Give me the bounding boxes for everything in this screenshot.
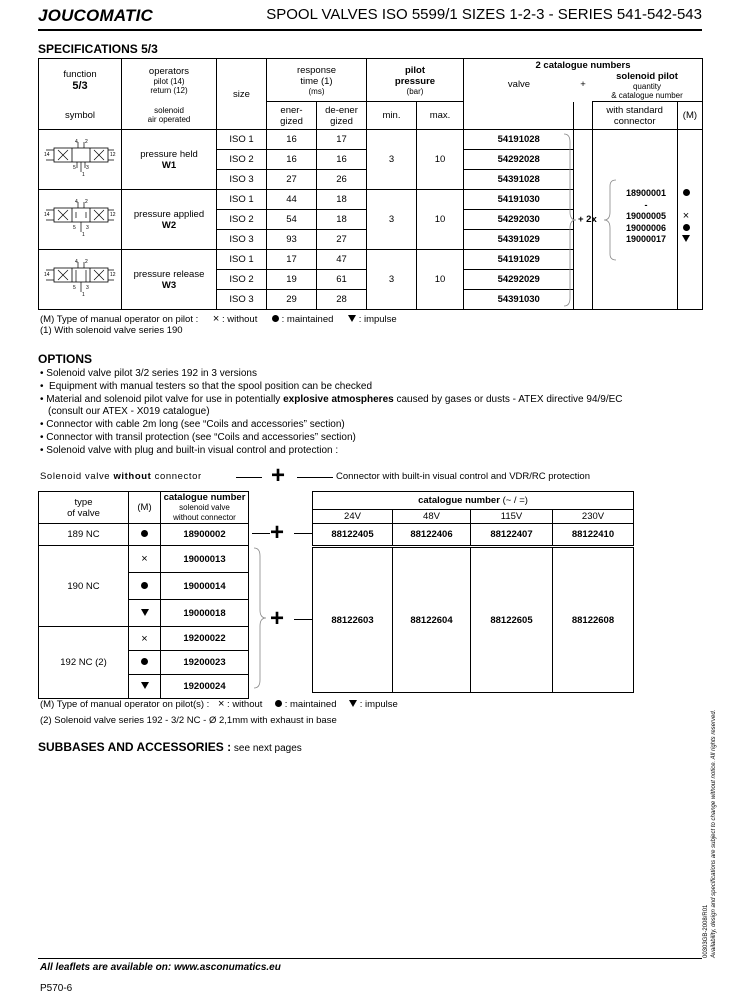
option-item: • Solenoid valve pilot 3/2 series 192 in 3 versions: [40, 368, 257, 379]
port-1: 1: [82, 172, 85, 178]
hdr-std: [592, 102, 677, 130]
valve-number: 54391030: [464, 290, 574, 310]
footer-leaflets: All leaflets are available on: www.asconumatics.eu: [40, 962, 281, 973]
hdr-valve: valve: [507, 79, 531, 90]
hdr-blank-plus: [574, 102, 592, 130]
valve-number: 54191030: [464, 190, 574, 210]
note-maintained: : maintained: [281, 314, 334, 325]
sv-number: 19000013: [161, 546, 249, 573]
without-icon: ×: [129, 546, 161, 573]
option-text: Solenoid valve pilot 3/2 series 192 in 3 versions: [46, 368, 257, 379]
valve-number: 54292029: [464, 270, 574, 290]
connector-number: 88122603: [313, 548, 393, 693]
specs-title: SPECIFICATIONS 5/3: [38, 42, 158, 56]
note-m-label: (M) Type of manual operator on pilot(s) :: [40, 699, 210, 710]
hdr-symbol: symbol: [39, 102, 122, 130]
connector-table2-wrap: [312, 547, 634, 693]
hdr-pilot-pressure: [367, 59, 464, 102]
energized-cell: 17: [267, 250, 317, 270]
symbol-w3: [39, 250, 122, 310]
maintained-icon: [141, 530, 148, 537]
hdr-min: min.: [367, 102, 417, 130]
option-item-cont: (consult our ATEX - X019 catalogue): [48, 406, 210, 417]
hdr-catalogue: [464, 59, 703, 102]
valve-number: 54191029: [464, 250, 574, 270]
sv-number: 19000018: [161, 600, 249, 627]
energized-cell: 16: [267, 130, 317, 150]
option-text: Material and solenoid pilot valve for use in potentially: [46, 394, 281, 405]
maintained-icon: [275, 700, 282, 707]
operator-w3-name: pressure release: [133, 268, 205, 280]
options-title: OPTIONS: [38, 352, 93, 366]
port-1: 1: [82, 232, 85, 238]
impulse-icon: [348, 315, 356, 322]
valve-symbol-icon: [42, 138, 118, 178]
size-cell: ISO 2: [217, 270, 267, 290]
operator-w3-code: W3: [161, 279, 177, 291]
pilot-number: -: [644, 199, 648, 210]
plus-icon: +: [270, 519, 285, 546]
maintained-icon: [141, 658, 148, 665]
hdr-quantity: quantity: [632, 82, 662, 91]
valve-symbol-icon: [42, 258, 118, 298]
port-3: 3: [86, 285, 89, 291]
deenergized-cell: 61: [317, 270, 367, 290]
hdr-pressure: pressure: [394, 75, 436, 87]
hdr-size: size: [217, 59, 267, 130]
connector-right-label: Connector with built-in visual control and VDR/RC protection: [336, 471, 590, 482]
divider: [297, 477, 333, 478]
hdr-response: [267, 59, 367, 102]
hdr-response-label: response: [296, 64, 337, 76]
min-cell: 3: [367, 250, 417, 310]
option-text: Connector with transil protection (see “Coils and accessories” section): [46, 432, 356, 443]
note-m-label: (M) Type of manual operator on pilot :: [40, 314, 199, 325]
left-label-bold: without: [113, 471, 152, 482]
option-item: • Equipment with manual testers so that the spool position can be checked: [40, 381, 373, 392]
max-cell: 10: [417, 190, 464, 250]
hdr-blank-valve: [464, 102, 574, 130]
port-3: 3: [86, 225, 89, 231]
hdr-max: max.: [417, 102, 464, 130]
hdr-std-connector: connector: [613, 115, 656, 127]
size-cell: ISO 1: [217, 190, 267, 210]
connector-note-2: (2) Solenoid valve series 192 - 3/2 NC - Ø 2,1mm with exhaust in base: [40, 715, 337, 726]
size-cell: ISO 3: [217, 170, 267, 190]
connector-number: 88122604: [393, 548, 471, 693]
energized-cell: 93: [267, 230, 317, 250]
hdr-solenoid: [122, 102, 217, 130]
hdr-cat-label2: solenoid valve: [179, 502, 230, 512]
option-text: caused by gases or dusts - ATEX directive 94/9/EC: [396, 394, 623, 405]
deenergized-cell: 28: [317, 290, 367, 310]
operator-w1-name: pressure held: [140, 148, 198, 160]
port-2: 2: [85, 199, 88, 205]
hdr-function: [39, 59, 122, 102]
deenergized-cell: 16: [317, 150, 367, 170]
plus-icon: +: [271, 462, 286, 489]
sv-number: 19200024: [161, 675, 249, 699]
min-cell: 3: [367, 190, 417, 250]
impulse-icon: [141, 609, 149, 616]
size-cell: ISO 2: [217, 210, 267, 230]
subbases-title: SUBBASES AND ACCESSORIES :: [38, 740, 232, 754]
size-cell: ISO 3: [217, 290, 267, 310]
hdr-cat: [161, 492, 249, 524]
brace-icon: [252, 546, 268, 691]
hdr-operators: [122, 59, 217, 102]
hdr-time: time (1): [300, 75, 333, 87]
connector-table: [312, 491, 634, 546]
energized-cell: 19: [267, 270, 317, 290]
port-12: 12: [110, 272, 116, 278]
energized-cell: 54: [267, 210, 317, 230]
solenoid-table-wrap: [38, 491, 249, 699]
maintained-icon: [683, 189, 690, 196]
deenergized-cell: 18: [317, 210, 367, 230]
note-maintained: : maintained: [284, 699, 337, 710]
note-without: : without: [221, 314, 258, 325]
energized-cell: 16: [267, 150, 317, 170]
hdr-std-label: with standard: [606, 104, 663, 116]
hdr-function-value: 5/3: [72, 79, 88, 92]
connector-number: 88122410: [553, 524, 634, 546]
port-3: 3: [86, 165, 89, 171]
operator-w1-code: W1: [161, 159, 177, 171]
brand-logo: JOUCOMATIC: [38, 6, 154, 25]
port-2: 2: [85, 139, 88, 145]
divider: [236, 477, 262, 478]
solenoid-table: [38, 491, 249, 699]
hdr-type-label2: of valve: [67, 507, 100, 519]
note-impulse: : impulse: [359, 699, 398, 710]
hdr-catalogue-label: 2 catalogue numbers: [535, 60, 631, 71]
energized-cell: 29: [267, 290, 317, 310]
pilot-list: [616, 188, 676, 246]
pilot-m-list: [678, 188, 694, 246]
page-title: SPOOL VALVES ISO 5599/1 SIZES 1-2-3 - SERIES 541-542-543: [266, 6, 702, 23]
note-impulse: : impulse: [358, 314, 397, 325]
port-5: 5: [73, 225, 76, 231]
option-item: • Connector with cable 2m long (see “Coils and accessories” section): [40, 419, 345, 430]
note-without: : without: [227, 699, 263, 710]
hdr-pilotp: pilot: [404, 64, 426, 76]
side-disclaimer: Availability, design and specifications are subject to change without notice. All rights reserved.: [711, 709, 717, 958]
subbases-rest: see next pages: [233, 743, 302, 754]
port-12: 12: [110, 152, 116, 158]
plus-icon: +: [270, 605, 285, 632]
port-5: 5: [73, 285, 76, 291]
connector-number: 88122405: [313, 524, 393, 546]
max-cell: 10: [417, 250, 464, 310]
hdr-return: return (12): [150, 85, 188, 95]
option-item: • Connector with transil protection (see “Coils and accessories” section): [40, 432, 356, 443]
operator-w2: [122, 190, 217, 250]
hdr-solpilot: solenoid pilot: [616, 71, 678, 82]
divider: [294, 619, 312, 620]
multiplier: + 2x: [578, 214, 597, 225]
deenergized-cell: 27: [317, 230, 367, 250]
port-4: 4: [75, 139, 78, 145]
connector-left-label: [40, 471, 202, 482]
port-4: 4: [75, 259, 78, 265]
hdr-function-label: function: [63, 68, 97, 80]
valve-number: 54292030: [464, 210, 574, 230]
operator-w2-code: W2: [161, 219, 177, 231]
maintained-icon: [683, 224, 690, 231]
hdr-air: air operated: [147, 115, 191, 125]
left-label-a: Solenoid valve: [40, 471, 114, 482]
port-14: 14: [44, 212, 50, 218]
maintained-icon: [272, 315, 279, 322]
hdr-type: [39, 492, 129, 524]
connector-note-m: [40, 698, 398, 710]
option-text: Solenoid valve with plug and built-in visual control and protection :: [46, 445, 339, 456]
right-cat-label: catalogue number: [418, 495, 500, 506]
option-text: Connector with cable 2m long (see “Coils and accessories” section): [46, 419, 345, 430]
type-cell: 189 NC: [39, 524, 129, 546]
impulse-icon: [349, 700, 357, 707]
operator-w1: [122, 130, 217, 190]
connector-table-wrap: [312, 491, 634, 546]
without-icon: ×: [217, 698, 225, 710]
hdr-operators-label: operators: [148, 65, 190, 77]
operator-w3: [122, 250, 217, 310]
option-bold: explosive atmospheres: [283, 394, 394, 405]
voltage-header: 48V: [393, 510, 471, 524]
hdr-ms: (ms): [308, 86, 325, 96]
voltage-header: 24V: [313, 510, 393, 524]
hdr-solenoid-label: solenoid: [154, 106, 184, 116]
hdr-deenergized: de-ener gized: [317, 102, 367, 130]
type-cell: 192 NC (2): [39, 627, 129, 699]
size-cell: ISO 1: [217, 250, 267, 270]
voltage-header: 230V: [553, 510, 634, 524]
specs-note-1: (1) With solenoid valve series 190: [40, 325, 183, 336]
option-item: • Solenoid valve with plug and built-in visual control and protection :: [40, 445, 339, 456]
port-4: 4: [75, 199, 78, 205]
connector-table2: [312, 547, 634, 693]
sv-number: 19200022: [161, 627, 249, 651]
port-14: 14: [44, 152, 50, 158]
impulse-icon: [141, 682, 149, 689]
connector-number: 88122608: [553, 548, 634, 693]
hdr-m: (M): [129, 492, 161, 524]
size-cell: ISO 2: [217, 150, 267, 170]
valve-number: 54191028: [464, 130, 574, 150]
hdr-type-label: type: [74, 496, 93, 508]
port-14: 14: [44, 272, 50, 278]
sv-number: 19200023: [161, 651, 249, 675]
type-cell: 190 NC: [39, 546, 129, 627]
without-icon: ×: [682, 210, 690, 222]
option-text: Equipment with manual testers so that the spool position can be checked: [46, 381, 373, 392]
without-icon: ×: [212, 313, 220, 325]
port-12: 12: [110, 212, 116, 218]
deenergized-cell: 18: [317, 190, 367, 210]
port-5: 5: [73, 165, 76, 171]
valve-number: 54292028: [464, 150, 574, 170]
hdr-cat-label3: without connector: [173, 512, 236, 522]
deenergized-cell: 17: [317, 130, 367, 150]
connector-number: 88122407: [471, 524, 553, 546]
side-doc-code: 00303GB-2008/R01: [703, 904, 709, 958]
right-cat-sym: (~ / =): [502, 495, 528, 506]
symbol-w1: [39, 130, 122, 190]
hdr-catalogue-number: & catalogue number: [611, 91, 683, 100]
sv-number: 18900002: [161, 524, 249, 546]
deenergized-cell: 47: [317, 250, 367, 270]
energized-cell: 27: [267, 170, 317, 190]
voltage-header: 115V: [471, 510, 553, 524]
operator-w2-name: pressure applied: [133, 208, 205, 220]
min-cell: 3: [367, 130, 417, 190]
energized-cell: 44: [267, 190, 317, 210]
divider: [252, 533, 270, 534]
hdr-bar: (bar): [406, 86, 424, 96]
size-cell: ISO 1: [217, 130, 267, 150]
left-label-b: connector: [151, 471, 202, 482]
footer-divider: [38, 958, 702, 959]
sv-number: 19000014: [161, 573, 249, 600]
connector-number: 88122605: [471, 548, 553, 693]
port-2: 2: [85, 259, 88, 265]
port-1: 1: [82, 292, 85, 298]
subbases-line: [38, 740, 302, 754]
size-cell: ISO 3: [217, 230, 267, 250]
valve-symbol-icon: [42, 198, 118, 238]
impulse-icon: [682, 235, 690, 242]
divider: [294, 533, 312, 534]
pilot-number: 19000006: [625, 222, 667, 233]
specs-note-m: [40, 313, 397, 325]
symbol-w2: [39, 190, 122, 250]
pilot-number: 18900001: [625, 188, 667, 198]
max-cell: 10: [417, 130, 464, 190]
hdr-cat-label: catalogue number: [163, 491, 246, 503]
page-number: P570-6: [40, 983, 73, 994]
hdr-m: (M): [677, 102, 702, 130]
hdr-pilot: pilot (14): [153, 76, 185, 86]
header-divider: [38, 29, 702, 31]
hdr-plus: +: [580, 79, 586, 90]
valve-number: 54391029: [464, 230, 574, 250]
deenergized-cell: 26: [317, 170, 367, 190]
pilot-number: 19000005: [625, 211, 667, 221]
hdr-energized: ener- gized: [267, 102, 317, 130]
hdr-right-cat: [313, 492, 634, 510]
connector-number: 88122406: [393, 524, 471, 546]
maintained-icon: [141, 582, 148, 589]
pilot-number: 19000017: [625, 234, 667, 244]
valve-number: 54391028: [464, 170, 574, 190]
option-item: • Material and solenoid pilot valve for use in potentially explosive atmospheres caused by gases or dusts - ATEX directive 94/9/EC: [40, 394, 623, 405]
without-icon: ×: [129, 627, 161, 651]
